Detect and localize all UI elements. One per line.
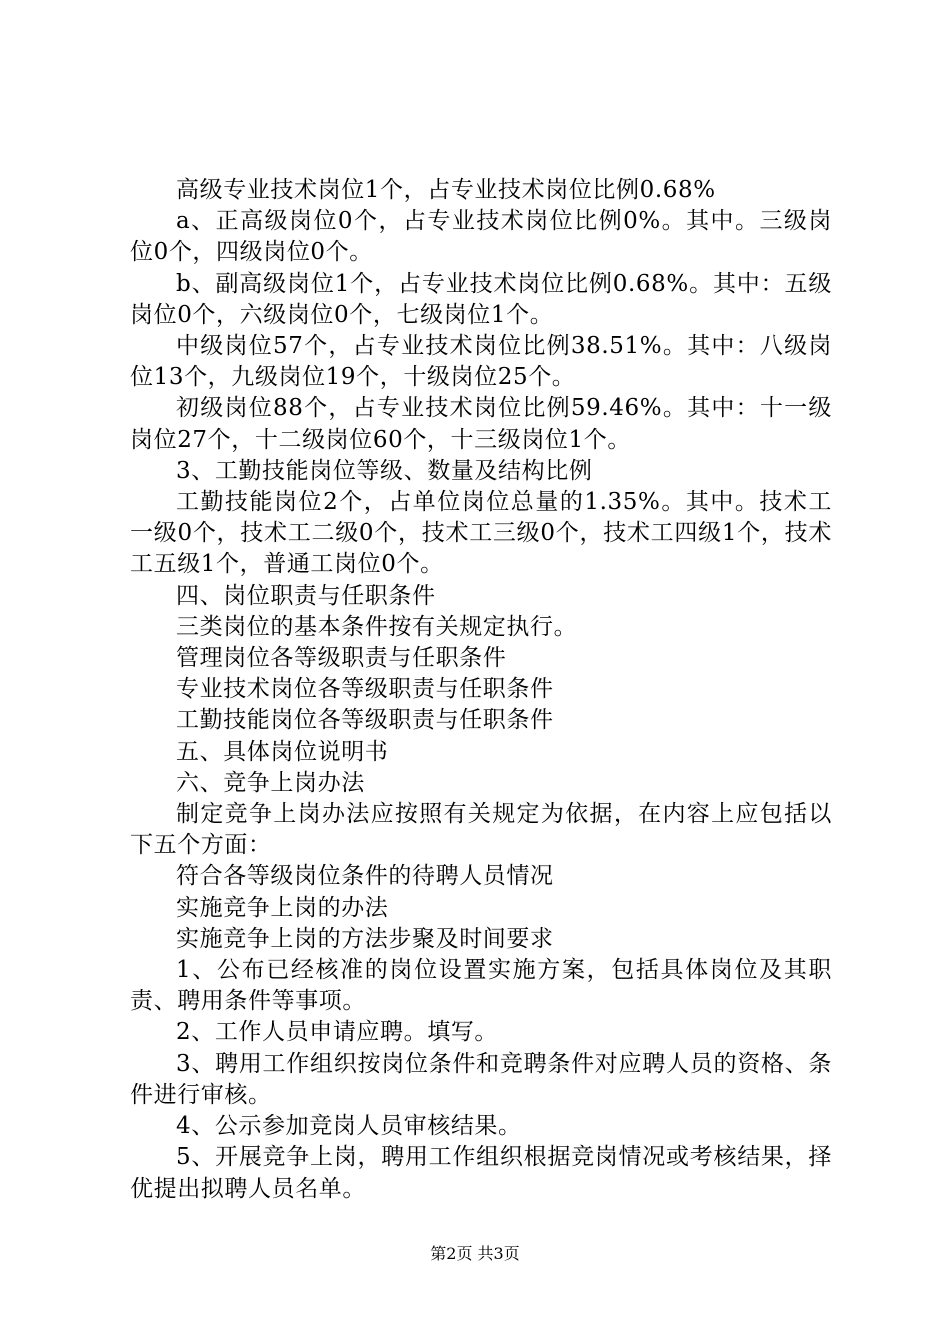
paragraph: 管理岗位各等级职责与任职条件 — [176, 645, 507, 672]
list-item: 4、公示参加竞岗人员审核结果。 — [176, 1113, 522, 1140]
list-item: 2、工作人员申请应聘。填写。 — [176, 1019, 499, 1046]
paragraph: 实施竞争上岗的方法步聚及时间要求 — [176, 925, 554, 952]
paragraph: 符合各等级岗位条件的待聘人员情况 — [176, 863, 554, 890]
section-heading: 六、竞争上岗办法 — [176, 769, 365, 796]
paragraph: 制定竞争上岗办法应按照有关规定为依据，在内容上应包括以下五个方面： — [130, 801, 832, 859]
document-body — [130, 175, 832, 1205]
section-heading: 五、具体岗位说明书 — [176, 738, 389, 765]
list-item: 3、聘用工作组织按岗位条件和竞聘条件对应聘人员的资格、条件进行审核。 — [130, 1050, 832, 1108]
paragraph: a、正高级岗位0个，占专业技术岗位比例0%。其中。三级岗位0个，四级岗位0个。 — [130, 208, 832, 266]
paragraph: b、副高级岗位1个，占专业技术岗位比例0.68%。其中：五级岗位0个，六级岗位0个，七级岗位1个。 — [130, 270, 832, 328]
paragraph: 初级岗位88个，占专业技术岗位比例59.46%。其中：十一级岗位27个，十二级岗位60个，十三级岗位1个。 — [130, 395, 832, 453]
page-number-footer: 第2页 共3页 — [430, 1244, 520, 1263]
paragraph: 三类岗位的基本条件按有关规定执行。 — [176, 613, 578, 640]
list-item: 5、开展竞争上岗，聘用工作组织根据竞岗情况或考核结果，择优提出拟聘人员名单。 — [130, 1144, 832, 1202]
paragraph: 实施竞争上岗的办法 — [176, 894, 389, 921]
paragraph: 工勤技能岗位各等级职责与任职条件 — [176, 707, 554, 734]
paragraph: 中级岗位57个，占专业技术岗位比例38.51%。其中：八级岗位13个，九级岗位19个，十级岗位25个。 — [130, 333, 832, 391]
section-heading: 3、工勤技能岗位等级、数量及结构比例 — [176, 457, 593, 484]
paragraph: 高级专业技术岗位1个，占专业技术岗位比例0.68% — [176, 177, 716, 203]
paragraph: 专业技术岗位各等级职责与任职条件 — [176, 676, 554, 703]
paragraph: 工勤技能岗位2个，占单位岗位总量的1.35%。其中。技术工一级0个，技术工二级0个，技术工三级0个，技术工四级1个，技术工五级1个，普通工岗位0个。 — [130, 489, 832, 578]
section-heading: 四、岗位职责与任职条件 — [176, 582, 436, 609]
list-item: 1、公布已经核准的岗位设置实施方案，包括具体岗位及其职责、聘用条件等事项。 — [130, 957, 832, 1015]
